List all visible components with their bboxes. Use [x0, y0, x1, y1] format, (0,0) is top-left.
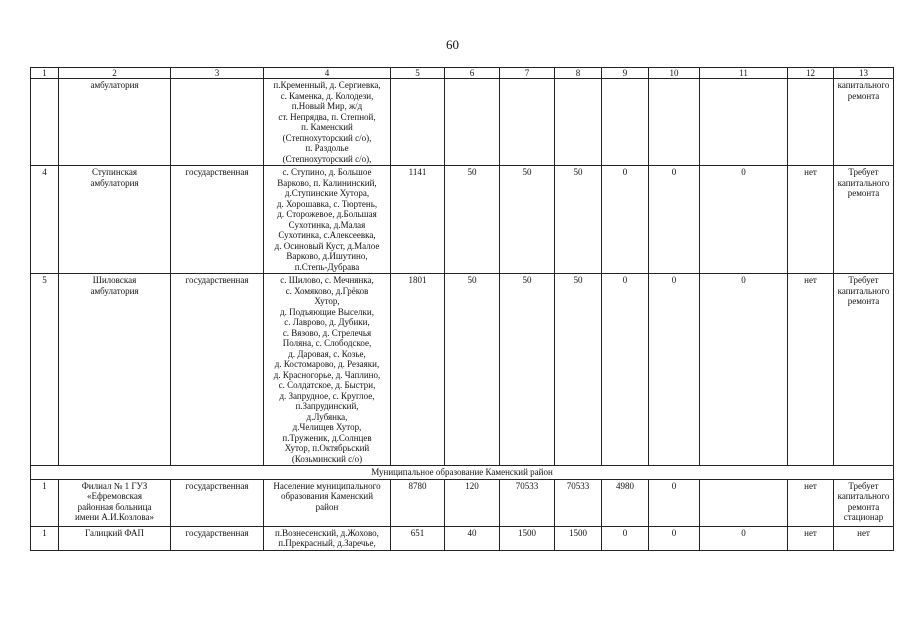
cell-value: 0: [649, 166, 700, 274]
cell-status: нет: [834, 526, 894, 550]
cell-facility: Шиловская амбулатория: [59, 274, 171, 466]
cell-value: 1500: [500, 526, 555, 550]
cell-value: 120: [445, 479, 500, 526]
col-header: 13: [834, 68, 894, 79]
cell-facility: Филиал № 1 ГУЗ «Ефремовская районная больница имени А.И.Козлова»: [59, 479, 171, 526]
col-header: 7: [500, 68, 555, 79]
col-header: 10: [649, 68, 700, 79]
col-header: 12: [788, 68, 834, 79]
cell-status: Требует капитального ремонта стационар: [834, 479, 894, 526]
cell-value: 4980: [602, 479, 649, 526]
cell-ownership: государственная: [171, 274, 264, 466]
cell-value: 0: [700, 526, 788, 550]
cell-value: [700, 479, 788, 526]
col-header: 9: [602, 68, 649, 79]
cell-value: [555, 79, 602, 166]
cell-value: [700, 79, 788, 166]
cell-value: 0: [649, 479, 700, 526]
cell-value: 40: [445, 526, 500, 550]
cell-ownership: государственная: [171, 166, 264, 274]
table-row: [31, 479, 894, 526]
cell-facility: амбулатория: [59, 79, 171, 166]
cell-value: нет: [788, 526, 834, 550]
cell-value: [602, 79, 649, 166]
col-header: 2: [59, 68, 171, 79]
table-row: [31, 274, 894, 466]
page-number: 60: [446, 37, 459, 52]
col-header: 3: [171, 68, 264, 79]
cell-value: нет: [788, 479, 834, 526]
table-row: [31, 166, 894, 274]
cell-value: нет: [788, 274, 834, 466]
cell-index: [31, 79, 59, 166]
cell-value: 0: [602, 274, 649, 466]
col-header: 5: [391, 68, 445, 79]
cell-index: 1: [31, 526, 59, 550]
section-row: [31, 466, 894, 480]
facilities-table: [30, 67, 894, 551]
table-row: [31, 79, 894, 166]
cell-value: 1141: [391, 166, 445, 274]
cell-value: 1500: [555, 526, 602, 550]
col-header: 1: [31, 68, 59, 79]
cell-facility: Ступинская амбулатория: [59, 166, 171, 274]
cell-index: 5: [31, 274, 59, 466]
cell-settlements: п.Кременный, д. Сергиевка, с. Каменка, д. Колодези, п.Новый Мир, ж/д ст. Непрядва, п. Степной, п. Каменский (Степнохуторский с/о), п. Раздолье (Степнохуторский с/о),: [264, 79, 391, 166]
cell-value: 0: [649, 526, 700, 550]
col-header: 8: [555, 68, 602, 79]
cell-ownership: государственная: [171, 479, 264, 526]
cell-status: Требует капитального ремонта: [834, 274, 894, 466]
cell-settlements: Население муниципального образования Каменский район: [264, 479, 391, 526]
cell-value: 70533: [500, 479, 555, 526]
cell-facility: Галицкий ФАП: [59, 526, 171, 550]
cell-value: 50: [445, 166, 500, 274]
col-header: 11: [700, 68, 788, 79]
cell-settlements: с. Ступино, д. Большое Варково, п. Калининский, д.Ступинские Хутора, д. Хорошавка, с. Тюртень, д. Сторожевое, д.Большая Сухотинка, д.Малая Сухотинка, с.Алексеевка, д. Осиновый Куст, д.Малое Варково, д.Ишутино, п.Степь-Дубрава: [264, 166, 391, 274]
cell-settlements: с. Шилово, с. Мечнянка, с. Хомяково, д.Грёков Хутор, д. Подъяющие Выселки, с. Лаврово, д. Дубики, с. Вязово, д. Стрелечья Поляна, с. Слободское, д. Даровая, с. Козье, д. Костомарово, д. Резаяки, д. Красногорье, д. Чаплино, с. Солдатское, д. Быстри, д. Запрудное, с. Круглое, п.Запрудинский, д.Лубянка, д.Челищев Хутор, п.Труженик, д.Солнцев Хутор, п.Октябрьский (Козьминский с/о): [264, 274, 391, 466]
cell-value: 0: [602, 526, 649, 550]
cell-value: нет: [788, 166, 834, 274]
cell-value: 50: [555, 166, 602, 274]
cell-value: 651: [391, 526, 445, 550]
cell-ownership: [171, 79, 264, 166]
cell-value: 1801: [391, 274, 445, 466]
col-header: 4: [264, 68, 391, 79]
cell-value: 0: [700, 166, 788, 274]
cell-settlements: п.Вознесенский, д.Жохово, п.Прекрасный, д.Заречье,: [264, 526, 391, 550]
cell-ownership: государственная: [171, 526, 264, 550]
col-header: 6: [445, 68, 500, 79]
cell-value: 50: [500, 166, 555, 274]
cell-value: 50: [445, 274, 500, 466]
cell-value: 0: [700, 274, 788, 466]
cell-value: 70533: [555, 479, 602, 526]
cell-value: 0: [649, 274, 700, 466]
cell-value: [649, 79, 700, 166]
cell-value: 50: [500, 274, 555, 466]
cell-index: 1: [31, 479, 59, 526]
cell-value: 50: [555, 274, 602, 466]
cell-value: [788, 79, 834, 166]
cell-value: 0: [602, 166, 649, 274]
cell-status: Требует капитального ремонта: [834, 166, 894, 274]
cell-value: [445, 79, 500, 166]
table-row: [31, 526, 894, 550]
column-number-row: [31, 68, 894, 79]
section-title: Муниципальное образование Каменский район: [31, 466, 894, 480]
cell-index: 4: [31, 166, 59, 274]
cell-status: капитального ремонта: [834, 79, 894, 166]
cell-value: [391, 79, 445, 166]
cell-value: 8780: [391, 479, 445, 526]
cell-value: [500, 79, 555, 166]
